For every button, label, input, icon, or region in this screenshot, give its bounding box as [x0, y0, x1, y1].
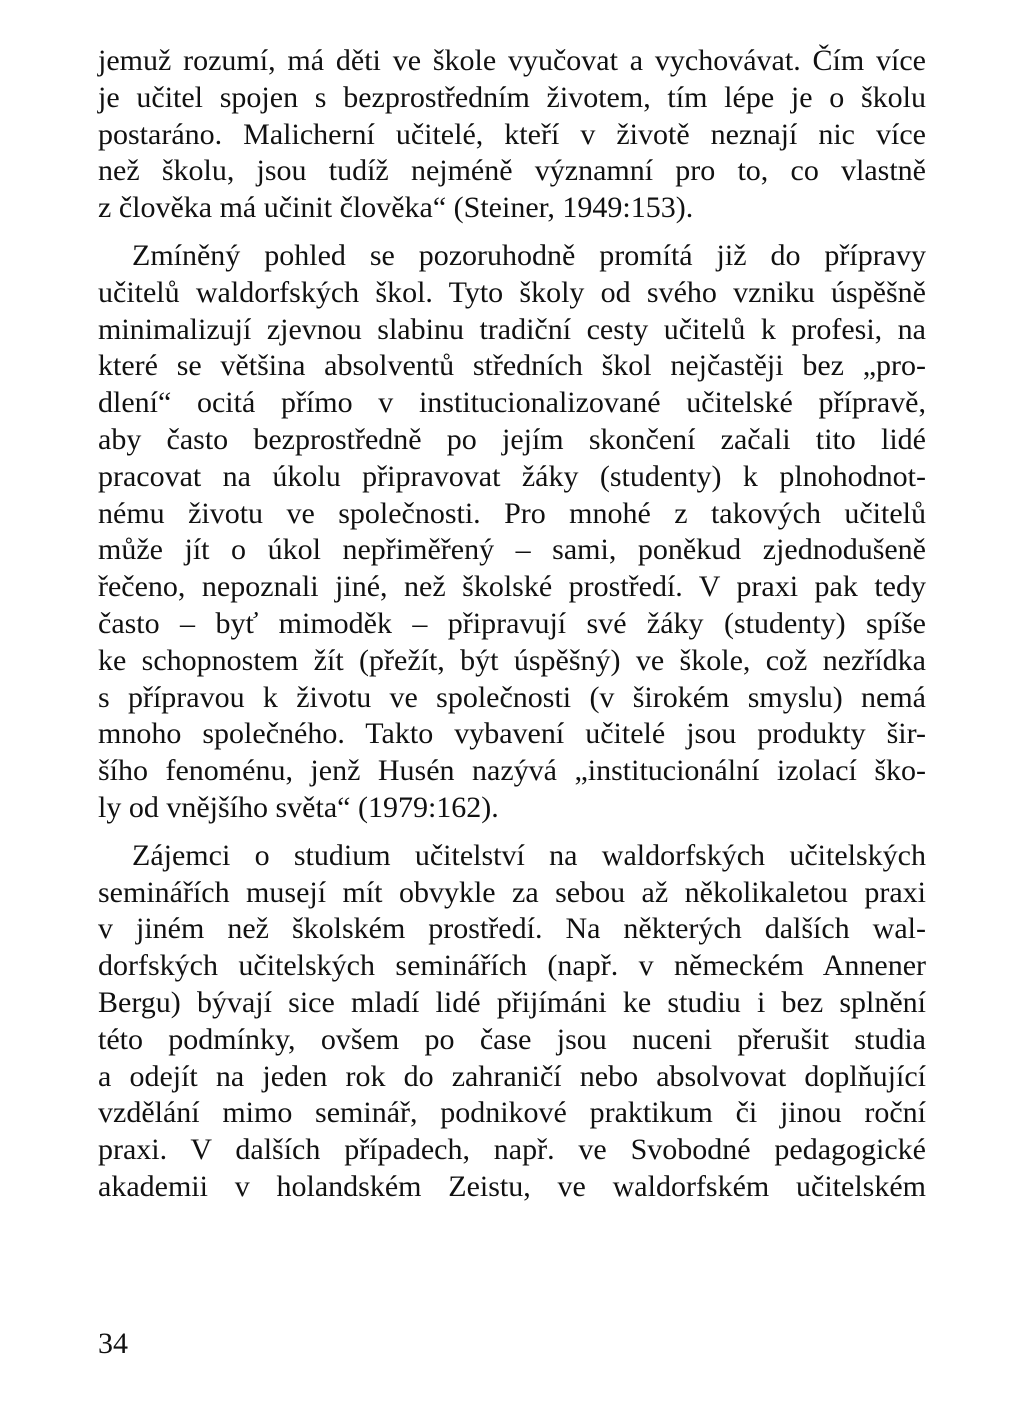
text-line: Zájemci o studium učitelství na waldorfských učitelských	[132, 838, 926, 872]
text-line: aby často bezprostředně po jejím skončení začali tito lidé	[98, 422, 926, 456]
text-line: dlení“ ocitá přímo v institucionalizované učitelské přípravě,	[98, 386, 926, 420]
text-line: a odejít na jeden rok do zahraničí nebo absolvovat doplňující	[98, 1059, 926, 1093]
text-line: v jiném než školském prostředí. Na některých dalších wal-	[98, 912, 926, 946]
text-line: dorfských učitelských seminářích (např. v německém Annener	[98, 949, 926, 983]
text-line: je učitel spojen s bezprostředním životem, tím lépe je o školu	[98, 80, 926, 114]
text-line: jemuž rozumí, má děti ve škole vyučovat a vychovávat. Čím více	[98, 44, 926, 77]
text-line: často – byť mimoděk – připravují své žáky (studenty) spíše	[98, 606, 926, 640]
text-line: mnoho společného. Takto vybavení učitelé jsou produkty šir-	[98, 717, 926, 751]
text-line: této podmínky, ovšem po čase jsou nuceni přerušit studia	[98, 1022, 926, 1056]
text-line: řečeno, nepoznali jiné, než školské prostředí. V praxi pak tedy	[98, 570, 926, 604]
page-body	[98, 43, 926, 1206]
text-line: než školu, jsou tudíž nejméně významní pro to, co vlastně	[98, 154, 926, 188]
text-line: ke schopnostem žít (přežít, být úspěšný) ve škole, což nezřídka	[98, 643, 926, 677]
paragraph-2	[98, 238, 926, 827]
text-line: vzdělání mimo seminář, podnikové praktikum či jinou roční	[98, 1096, 926, 1130]
text-line: učitelů waldorfských škol. Tyto školy od svého vzniku úspěšně	[98, 275, 926, 309]
text-line: které se většina absolventů středních škol nejčastěji bez „pro-	[98, 349, 926, 383]
text-line: z člověka má učinit člověka“ (Steiner, 1949:153).	[98, 191, 694, 225]
text-line: může jít o úkol nepřiměřený – sami, poněkud zjednodušeně	[98, 533, 926, 567]
paragraph-1	[98, 43, 926, 227]
text-line: nému životu ve společnosti. Pro mnohé z takových učitelů	[98, 496, 926, 530]
text-line: Bergu) bývají sice mladí lidé přijímáni ke studiu i bez splnění	[98, 985, 926, 1019]
text-line: seminářích musejí mít obvykle za sebou až několikaletou praxi	[98, 875, 926, 909]
text-line: minimalizují zjevnou slabinu tradiční cesty učitelů k profesi, na	[98, 312, 926, 346]
text-line: praxi. V dalších případech, např. ve Svobodné pedagogické	[98, 1133, 926, 1167]
text-line: akademii v holandském Zeistu, ve waldorfském učitelském	[98, 1169, 926, 1203]
page-number: 34	[98, 1327, 128, 1360]
text-line: postaráno. Malicherní učitelé, kteří v životě neznají nic více	[98, 117, 926, 151]
text-line: Zmíněný pohled se pozoruhodně promítá již do přípravy	[132, 238, 926, 272]
text-line: šího fenoménu, jenž Husén nazývá „institucionální izolací ško-	[98, 754, 926, 788]
paragraph-3	[98, 838, 926, 1206]
text-line: pracovat na úkolu připravovat žáky (studenty) k plnohodnot-	[98, 459, 926, 493]
text-line: s přípravou k životu ve společnosti (v širokém smyslu) nemá	[98, 680, 926, 714]
text-line: ly od vnějšího světa“ (1979:162).	[98, 790, 499, 824]
